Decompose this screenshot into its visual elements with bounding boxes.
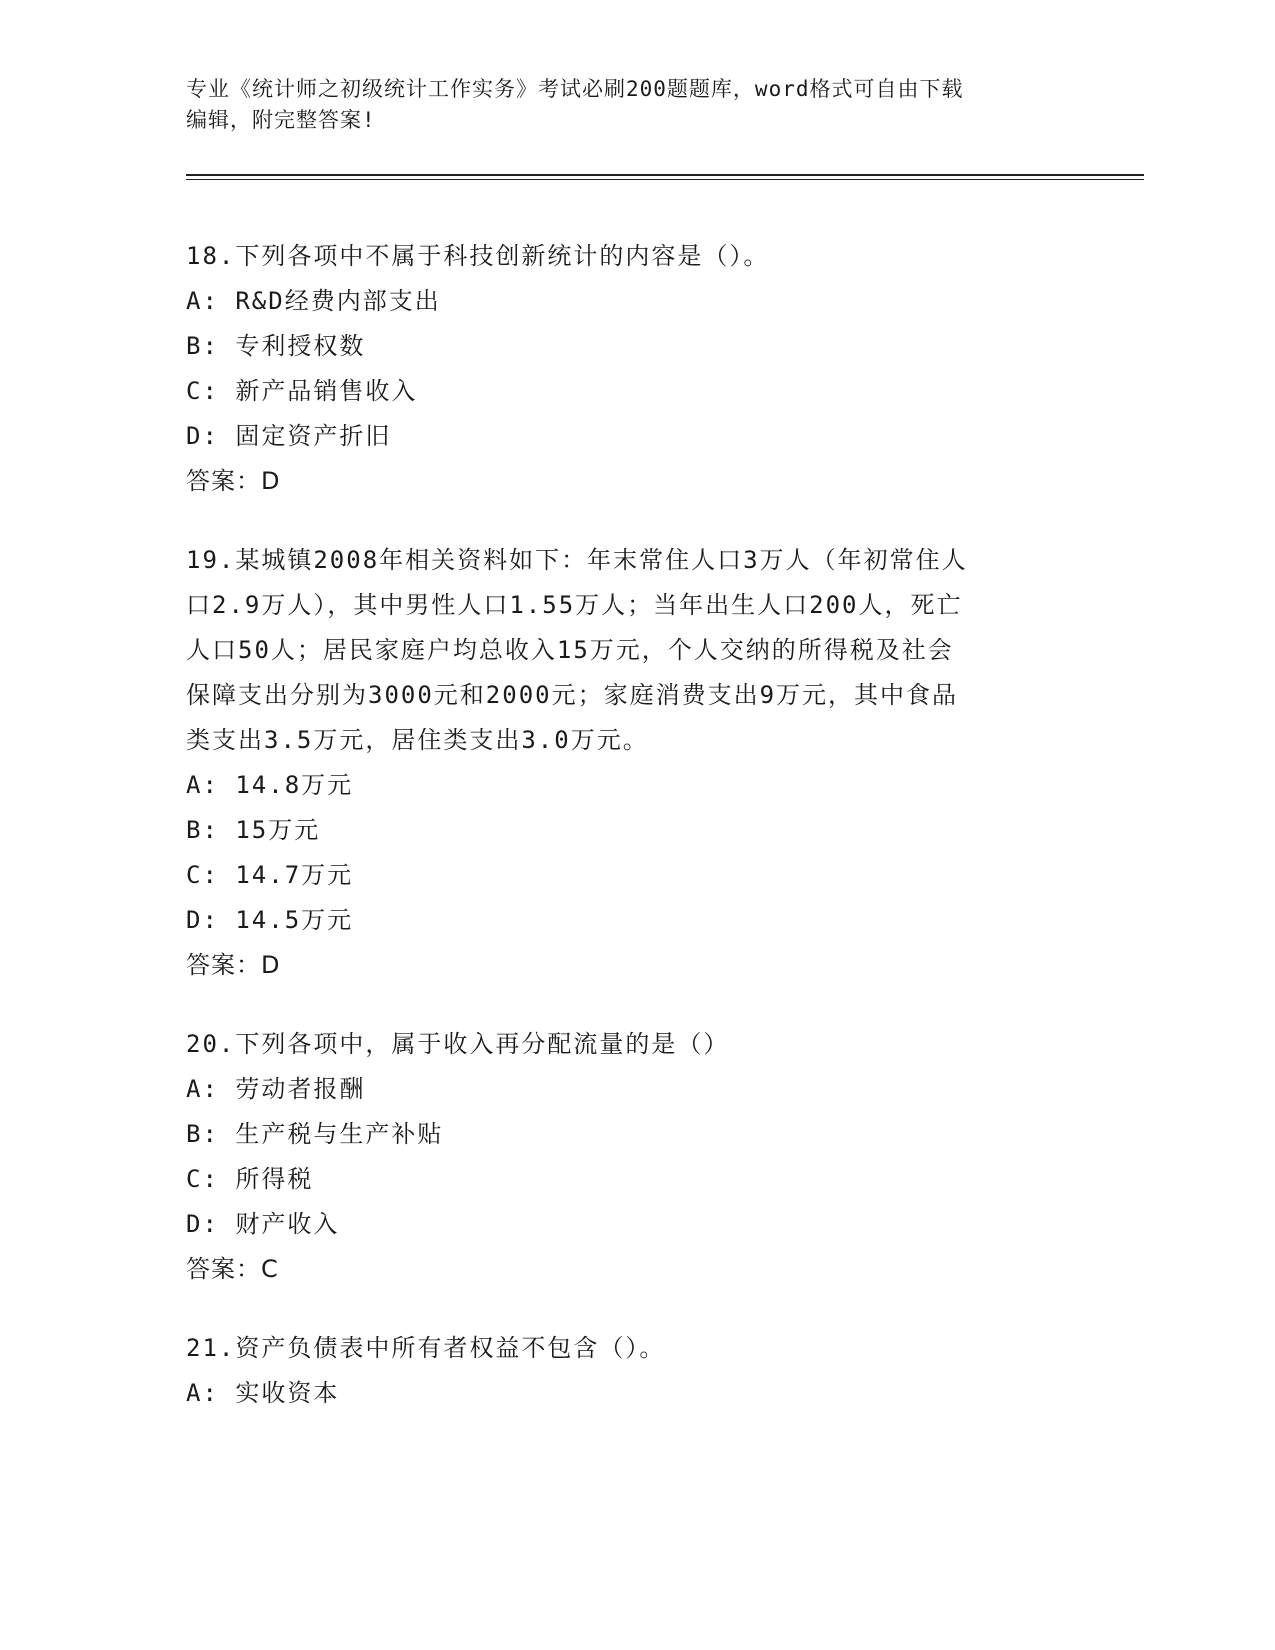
question-stem	[186, 538, 1086, 763]
option-d: D: 财产收入	[186, 1210, 340, 1238]
stem-line: 类支出3.5万元，居住类支出3.0万元。	[186, 726, 649, 754]
option-b: B: 生产税与生产补贴	[186, 1120, 444, 1148]
question-stem	[186, 1022, 1086, 1067]
header-line-2: 编辑，附完整答案!	[186, 108, 376, 132]
document-header	[186, 74, 1086, 136]
option-b: B: 15万元	[186, 816, 321, 844]
stem-line: 保障支出分别为3000元和2000元；家庭消费支出9万元，其中食品	[186, 681, 959, 709]
stem-line: 19.某城镇2008年相关资料如下：年末常住人口3万人（年初常住人	[186, 546, 968, 574]
header-divider-thick	[186, 174, 1144, 176]
option-a: A: 14.8万元	[186, 771, 354, 799]
option-d: D: 14.5万元	[186, 906, 354, 934]
question-list	[186, 234, 1086, 1450]
option-a: A: 实收资本	[186, 1379, 340, 1407]
option-a: A: R&D经费内部支出	[186, 287, 441, 315]
stem-line: 20.下列各项中，属于收入再分配流量的是（）	[186, 1030, 730, 1058]
option-b: B: 专利授权数	[186, 332, 366, 360]
stem-line: 21.资产负债表中所有者权益不包含（）。	[186, 1334, 666, 1362]
question-stem	[186, 1326, 1086, 1371]
stem-line: 人口50人；居民家庭户均总收入15万元，个人交纳的所得税及社会	[186, 636, 954, 664]
question-stem	[186, 234, 1086, 279]
option-c: C: 14.7万元	[186, 861, 354, 889]
option-c: C: 新产品销售收入	[186, 377, 418, 405]
question-18	[186, 234, 1086, 504]
answer-line: 答案：D	[186, 467, 281, 495]
header-line-1: 专业《统计师之初级统计工作实务》考试必刷200题题库，word格式可自由下载	[186, 77, 964, 101]
question-20	[186, 1022, 1086, 1292]
option-c: C: 所得税	[186, 1165, 314, 1193]
question-19	[186, 538, 1086, 988]
option-d: D: 固定资产折旧	[186, 422, 392, 450]
option-a: A: 劳动者报酬	[186, 1075, 366, 1103]
stem-line: 18.下列各项中不属于科技创新统计的内容是（）。	[186, 242, 770, 270]
answer-line: 答案：D	[186, 951, 281, 979]
stem-line: 口2.9万人），其中男性人口1.55万人；当年出生人口200人，死亡	[186, 591, 963, 619]
header-divider-thin	[186, 179, 1144, 180]
answer-line: 答案：C	[186, 1255, 279, 1283]
question-21	[186, 1326, 1086, 1416]
